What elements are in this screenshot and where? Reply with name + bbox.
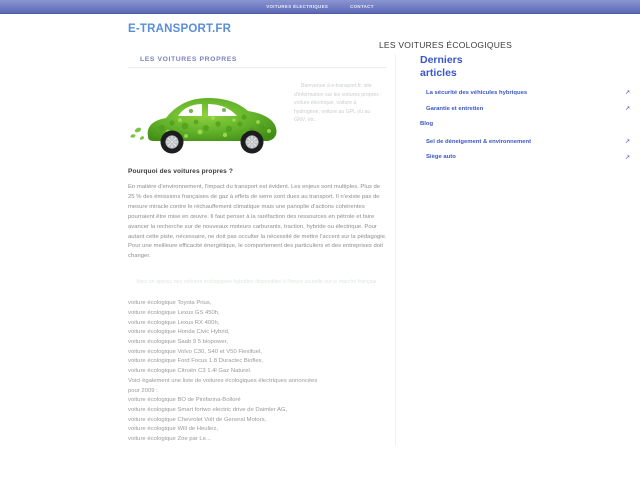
content-column xyxy=(128,54,396,445)
external-link-icon: ↗ xyxy=(624,154,630,161)
sidebar-link-blog[interactable] xyxy=(420,120,630,129)
green-leaf-car-image xyxy=(128,78,290,156)
sidebar-link-label: Siège auto xyxy=(426,154,456,161)
sidebar xyxy=(396,54,630,169)
eco-car-list xyxy=(128,299,387,445)
sidebar-link-label: Garantie et entretien xyxy=(426,105,484,112)
site-tagline: LES VOITURES ÉCOLOGIQUES xyxy=(378,40,512,50)
wheel-rear xyxy=(241,131,264,154)
sidebar-link-label: Sel de déneigement & environnement xyxy=(426,138,532,145)
list-item: voiture écologique Honda Civic Hybrid, xyxy=(128,329,230,336)
list-item: voiture écologique Lexus RX 400h, xyxy=(128,319,220,326)
top-navigation-bar xyxy=(0,0,640,14)
nav-item-contact[interactable]: CONTACT xyxy=(350,4,374,9)
sidebar-link-securite-vehicules-hybriques[interactable] xyxy=(420,89,630,98)
section-tab-label: LES VOITURES PROPRES xyxy=(128,54,387,68)
list-item: voiture écologique Chevrolet Volt de General Motors, xyxy=(128,416,267,423)
sidebar-link-siege-auto[interactable] xyxy=(420,153,630,162)
article-body: En matière d'environnement, l'impact du transport est évident. Les enjeux sont multiples. Plus de 25 % des émissions françaises de gaz à effets de serre sont dues au transport. Il n'existe pas de mesure miracle contre le réchauffement climatique mais une panoplie d'actions cohérentes pourraient être mise en œuvre. Il faut penser à la raréfaction des ressources en pétrole et faire avancer la recherche sur de nouveaux moteurs carburants, traction, hybride ou électrique. Pour autant cette piste, nécessaire, ne doit pas occulter la nécessité de mettre l'accent sur la pédagogie. Pour une meilleure efficacité énergétique, le comportement des particuliers et des entreprises doit changer. xyxy=(128,184,387,260)
list-item: voiture écologique Citroën C3 1.4l Gaz Naturel. xyxy=(128,368,252,375)
wheel-front xyxy=(161,131,184,154)
list-item: voiture écologique Smart fortwo electric drive de Daimler AG, xyxy=(128,406,288,413)
main-area xyxy=(0,54,640,445)
hybrid-overview-note: Voici un aperçu des voitures écologiques hybrides disponibles à l'heure acutelle sur le marché français xyxy=(136,279,377,286)
sidebar-link-label: La sécurité des véhicules hybriques xyxy=(426,90,528,96)
list-item: voiture écologique Ford Focus 1.8 Duractec Bioflex, xyxy=(128,358,264,365)
list-item: voiture écologique Volvo C30, S40 et V50 Flexifuel, xyxy=(128,348,262,355)
sidebar-link-garantie-entretien[interactable] xyxy=(420,105,630,114)
sidebar-link-sel-deneigement[interactable] xyxy=(420,138,630,147)
list-item: voiture écologique Toyota Prius, xyxy=(128,300,212,307)
list-item: voiture écologique BO de Pinifarina-Bolloré xyxy=(128,397,241,404)
list-item: voiture écologique Zoe par Le... xyxy=(128,436,211,443)
sidebar-link-label: Blog xyxy=(420,121,434,128)
sidebar-title: Derniers articles xyxy=(420,54,463,79)
site-header xyxy=(0,22,640,54)
list-item: voiture écologique Will de Heuliez, xyxy=(128,426,219,433)
article-title: Pourquoi des voitures propres ? xyxy=(128,168,233,175)
tagline-row xyxy=(128,38,512,54)
page-wrapper xyxy=(0,14,640,445)
external-link-icon: ↗ xyxy=(624,105,630,112)
list-item: Voici également une liste de voitures écologiques électriques annoncées xyxy=(128,377,318,384)
list-item: voiture écologique Lexus GS 450h, xyxy=(128,309,220,316)
hero-block xyxy=(128,74,387,162)
list-item: voiture écologique Saab 9 5 biopower, xyxy=(128,339,228,346)
car-illustration-svg xyxy=(128,78,290,156)
external-link-icon: ↗ xyxy=(624,139,630,146)
list-item: pour 2009 : xyxy=(128,387,158,394)
nav-item-voitures-electriques[interactable]: VOITURES ÉLECTRIQUES xyxy=(266,4,329,9)
external-link-icon: ↗ xyxy=(624,90,630,97)
site-logo[interactable]: E-TRANSPORT.FR xyxy=(128,23,232,35)
intro-paragraph: Bienvenue à e-transport.fr, site d'information sur les voitures propres : voiture électrique, voiture à hydrogène, voiture au GPL ou au GNV, etc. xyxy=(294,83,382,124)
